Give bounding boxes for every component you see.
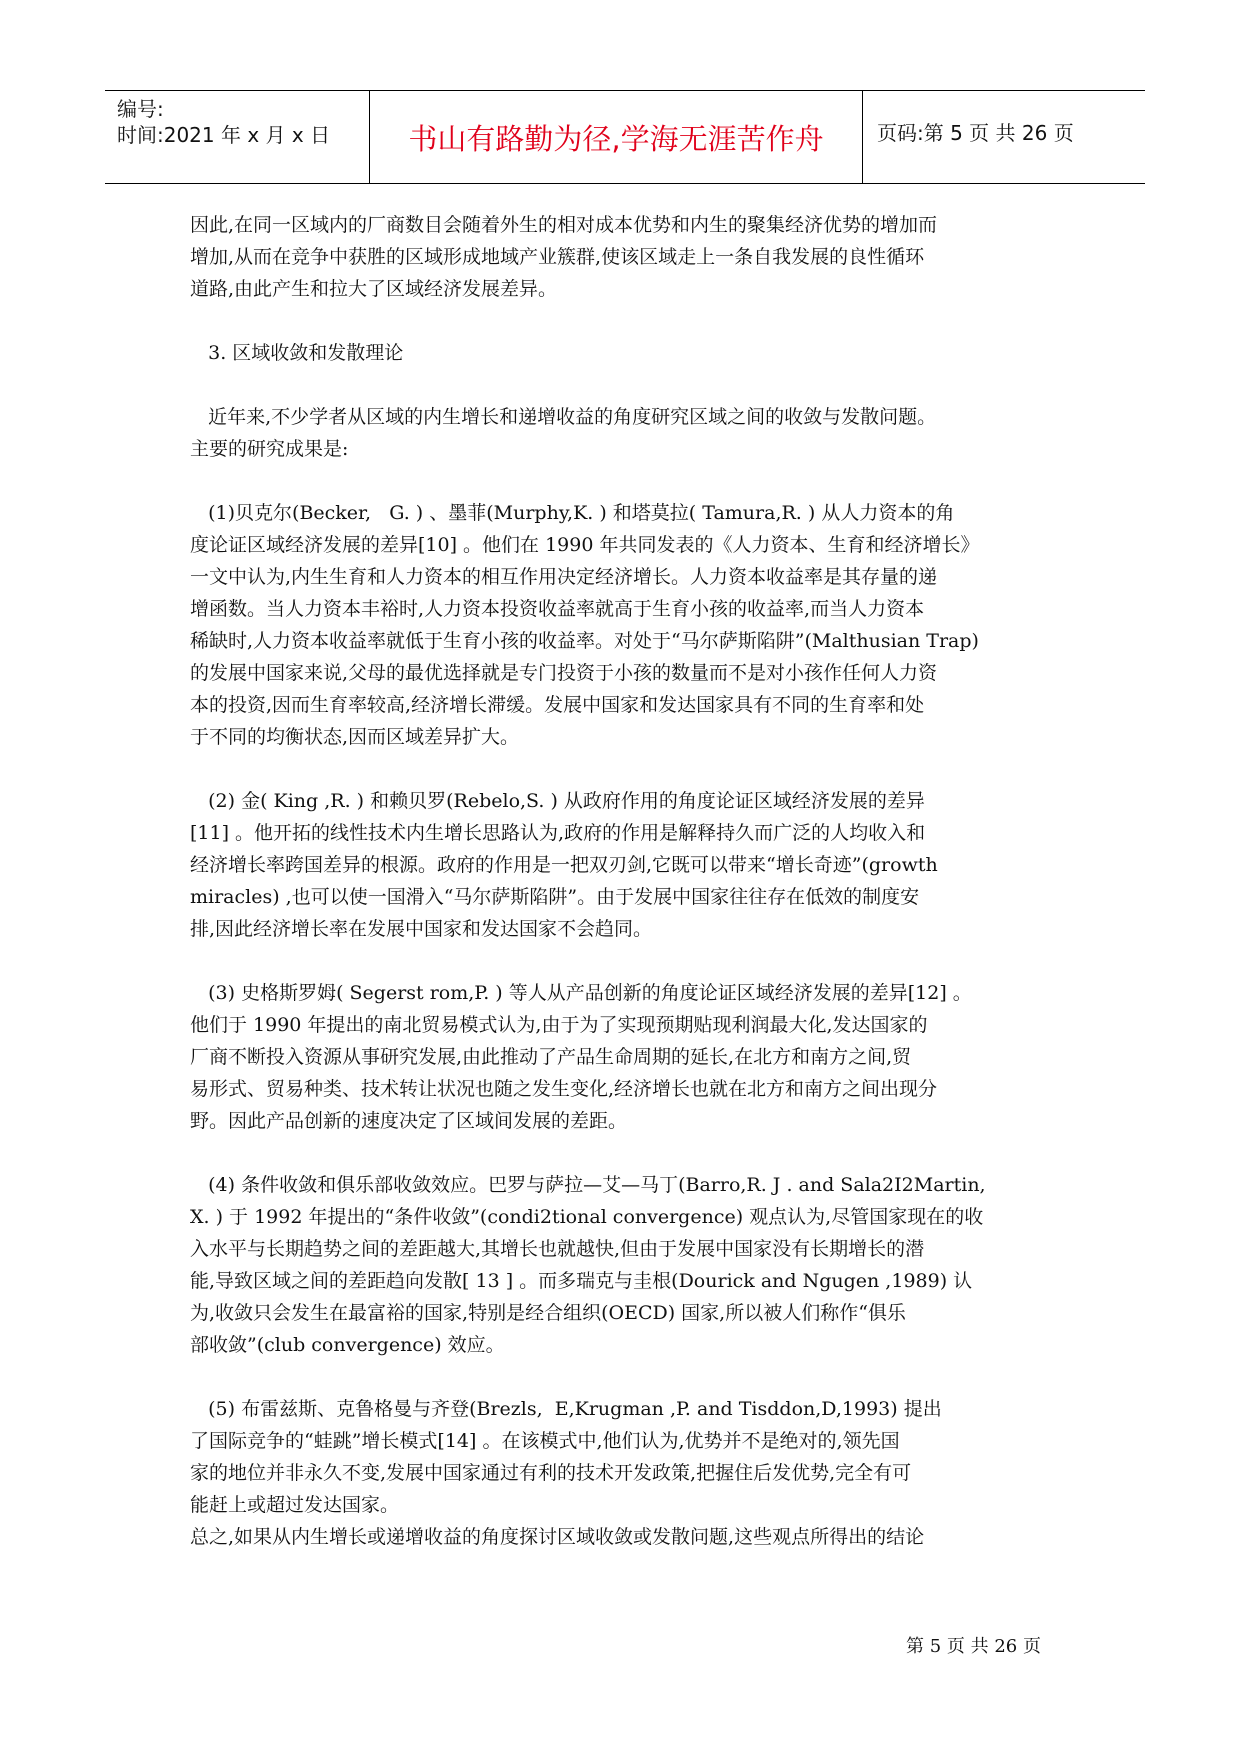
paragraph: 总之,如果从内生增长或递增收益的角度探讨区域收敛或发散问题,这些观点所得出的结论 bbox=[190, 1526, 925, 1548]
page-footer-number: 第 5 页 共 26 页 bbox=[906, 1636, 1041, 1657]
header-divider bbox=[369, 91, 370, 183]
paragraph: 近年来,不少学者从区域的内生增长和递增收益的角度研究区域之间的收敛与发散问题。 主要的研究成果是: bbox=[190, 406, 937, 460]
header-page-code: 页码:第 5 页 共 26 页 bbox=[877, 121, 1074, 145]
paragraph: 因此,在同一区域内的厂商数目会随着外生的相对成本优势和内生的聚集经济优势的增加而 增加,从而在竞争中获胜的区域形成地域产业簇群,使该区域走上一条自我发展的良性循环 道路,由此产生和拉大了区域经济发展差异。 bbox=[190, 214, 938, 300]
document-body bbox=[190, 209, 1060, 1553]
paragraph: (2) 金( King ,R. ) 和赖贝罗(Rebelo,S. ) 从政府作用的角度论证区域经济发展的差异 [11] 。他开拓的线性技术内生增长思路认为,政府的作用是解释持久而广泛的人均收入和 经济增长率跨国差异的根源。政府的作用是一把双刃剑,它既可以带来“增长奇迹”(growth miracles) ,也可以使一国滑入“马尔萨斯陷阱”。由于发展中国家往往存在低效的制度安 排,因此经济增长率在发展中国家和发达国家不会趋同。 bbox=[190, 790, 938, 940]
paragraph: (3) 史格斯罗姆( Segerst rom,P. ) 等人从产品创新的角度论证区域经济发展的差异[12] 。 他们于 1990 年提出的南北贸易模式认为,由于为了实现预期贴现利润最大化,发达国家的 厂商不断投入资源从事研究发展,由此推动了产品生命周期的延长,在北方和南方之间,贸 易形式、贸易种类、技术转让状况也随之发生变化,经济增长也就在北方和南方之间出现分 野。因此产品创新的速度决定了区域间发展的差距。 bbox=[190, 982, 972, 1132]
header-motto: 书山有路勤为径,学海无涯苦作舟 bbox=[408, 121, 824, 156]
section-heading: 3. 区域收敛和发散理论 bbox=[190, 342, 404, 364]
paragraph: (1)贝克尔(Becker, G. ) 、墨菲(Murphy,K. ) 和塔莫拉( Tamura,R. ) 从人力资本的角 度论证区域经济发展的差异[10] 。他们在 1990 年共同发表的《人力资本、生育和经济增长》 一文中认为,内生生育和人力资本的相互作用决定经济增长。人力资本收益率是其存量的递 增函数。当人力资本丰裕时,人力资本投资收益率就高于生育小孩的收益率,而当人力资本 稀缺时,人力资本收益率就低于生育小孩的收益率。对处于“马尔萨斯陷阱”(Malthusian Trap) 的发展中国家来说,父母的最优选择就是专门投资于小孩的数量而不是对小孩作任何人力资 本的投资,因而生育率较高,经济增长滞缓。发展中国家和发达国家具有不同的生育率和处 于不同的均衡状态,因而区域差异扩大。 bbox=[190, 502, 980, 748]
paragraph: (5) 布雷兹斯、克鲁格曼与齐登(Brezls, E,Krugman ,P. and Tisddon,D,1993) 提出 了国际竞争的“蛙跳”增长模式[14] 。在该模式中,他们认为,优势并不是绝对的,领先国 家的地位并非永久不变,发展中国家通过有利的技术开发政策,把握住后发优势,完全有可 能赶上或超过发达国家。 bbox=[190, 1398, 942, 1516]
document-time-label: 时间:2021 年 x 月 x 日 bbox=[117, 123, 331, 147]
paragraph: (4) 条件收敛和俱乐部收敛效应。巴罗与萨拉—艾—马丁(Barro,R. J . and Sala2I2Martin, X. ) 于 1992 年提出的“条件收敛”(condi2tional convergence) 观点认为,尽管国家现在的收 入水平与长期趋势之间的差距越大,其增长也就越快,但由于发展中国家没有长期增长的潜 能,导致区域之间的差距趋向发散[ 13 ] 。而多瑞克与圭根(Dourick and Ngugen ,1989) 认 为,收敛只会发生在最富裕的国家,特别是经合组织(OECD) 国家,所以被人们称作“俱乐 部收敛”(club convergence) 效应。 bbox=[190, 1174, 986, 1356]
document-number-label: 编号: bbox=[117, 97, 164, 121]
header-meta bbox=[117, 91, 367, 183]
page-header bbox=[105, 90, 1145, 184]
header-divider bbox=[862, 91, 863, 183]
